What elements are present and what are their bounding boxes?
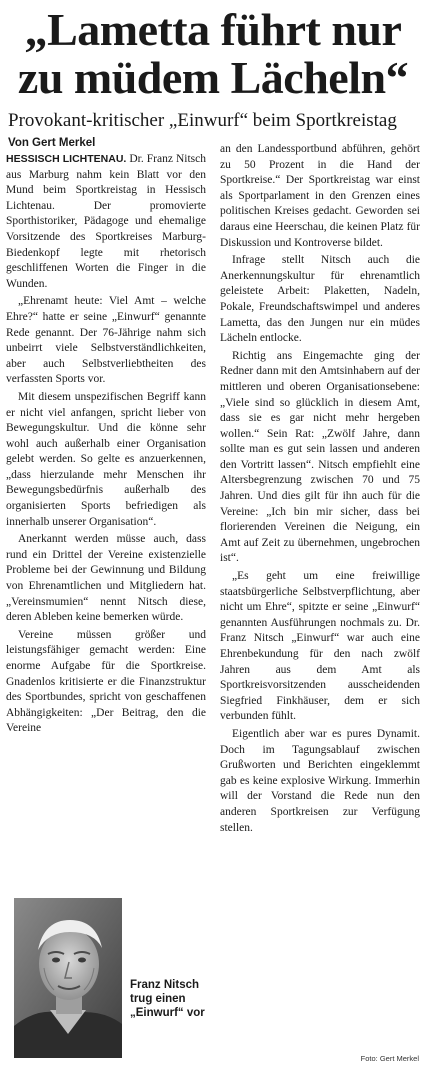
photo-credit: Foto: Gert Merkel xyxy=(360,1054,419,1063)
headline-line-2: zu müdem Lächeln“ xyxy=(17,52,409,103)
paragraph-text: Dr. Franz Nitsch aus Marburg nahm kein Blatt vor den Mund beim Sportkreistag in Hessisch Lichtenau. Der promovierte Sporthistoriker, Pädagoge und ehemalige Vorsitzende des Sportkreises Marburg-Biedenkopf legte mit rhetorisch geschliffenen Worten die Finger in die Wunden. xyxy=(6,153,206,290)
paragraph: Infrage stellt Nitsch auch die Anerkennungskultur für ehrenamtlich geleistete Arbeit: Plaketten, Nadeln, Pokale, Freundschaftswimpel und anderes Lametta, das den Jungen nur ein müdes Lächeln entlocke. xyxy=(220,254,420,345)
left-column xyxy=(6,152,206,894)
paragraph: Anerkannt werden müsse auch, dass rund ein Drittel der Vereine existenzielle Probleme bei der Gewinnung und Bildung von Ehrenamtlichen und Mitgliedern hat. „Vereinsmumien“ nennt Nitsch diese, deren Ableben keine bemerken würde. xyxy=(6,533,206,624)
paragraph: Eigentlich aber war es pures Dynamit. Doch im Tagungsablauf zwischen Grußworten und Berichten eingeklemmt gab es keine explosive Wirkung. Immerhin will der Vorstand die Rede nun den anderen Sportkreisen zur Verfügung stellen. xyxy=(220,727,420,834)
portrait-photo xyxy=(14,898,122,1058)
headline-line-1: „Lametta führt nur xyxy=(24,4,402,55)
photo-caption: Franz Nitsch trug einen „Einwurf“ vor xyxy=(130,979,205,1019)
dateline: HESSISCH LICHTENAU. xyxy=(6,153,127,165)
byline: Von Gert Merkel xyxy=(8,137,96,149)
paragraph: Vereine müssen größer und leistungsfähiger gemacht werden: Eine enorme Aufgabe für die Sportkreise. Gnadenlos kritisierte er die Finanzstruktur des Sportbundes, spricht von geschaffenen Abhängigkeiten: „Der Beitrag, den die Vereine xyxy=(6,628,206,735)
headline xyxy=(8,6,418,102)
paragraph: „Ehrenamt heute: Viel Amt – welche Ehre?“ hatte er seine „Einwurf“ genannte Rede genannt. Der 76-Jährige nahm sich unbeirrt viele Selbstverständlichkeiten, aber auch Selbstverliebtheiten des verfassten Sports vor. xyxy=(6,295,206,386)
paragraph: an den Landessportbund abführen, gehört zu 50 Prozent in die Hand der Sportkreise.“ Der Sportkreistag war einst als Sportparlament in den Grenzen eines politischen Kreises gedacht. Geworden sei daraus eine Heerschau, die keinen Platz für Diskussion und Kontroverse bildet. xyxy=(220,143,420,249)
portrait-image xyxy=(14,898,122,1058)
paragraph xyxy=(6,152,206,292)
right-column xyxy=(220,142,420,1060)
subheadline: Provokant-kritischer „Einwurf“ beim Sportkreistag xyxy=(8,110,397,131)
paragraph: Richtig ans Eingemachte ging der Redner dann mit den Amtsinhabern auf der mittleren und oberen Organisationsebene: „Viele sind so glücklich in diesem Amt, dass sie es gar nicht mehr hergeben wollen.“ Sein Rat: „Zwölf Jahre, dann sollte man es gut sein lassen und anderen den Vortritt lassen“. Nitsch empfiehlt eine Altersbegrenzung zwischen 70 und 75 Jahren. Und dies gilt für ihn auch für die Vereine: „Ich bin mir sicher, dass bei florierenden Vereinen die Neigung, ein Amt auf Zeit zu übernehmen, ungebrochen ist“. xyxy=(220,349,420,565)
paragraph: Mit diesem unspezifischen Begriff kann er nicht viel anfangen, spricht lieber von Bewegungskultur. Und die könne sehr wohl auch außerhalb einer Organisation gelebt werden. So gelte es anzuerkennen, „dass hierzulande mehr Menschen ihr Bewegungsbedürfnis außerhalb des organisierten Sports befriedigen als innerhalb unserer Organisation“. xyxy=(6,390,206,528)
paragraph: „Es geht um eine freiwillige staatsbürgerliche Selbstverpflichtung, aber nicht um Ehre“, spitzte er seine „Einwurf“ genannten Ausführungen nochmals zu. Dr. Franz Nitsch „Einwurf“ war auch eine Ehrenbekundung für den nach zwölf Jahren aus dem Amt als Sportkreisvorsitzenden ausscheidenden Siegfried Finkhäuser, dem er sich verbunden fühlt. xyxy=(220,570,420,723)
